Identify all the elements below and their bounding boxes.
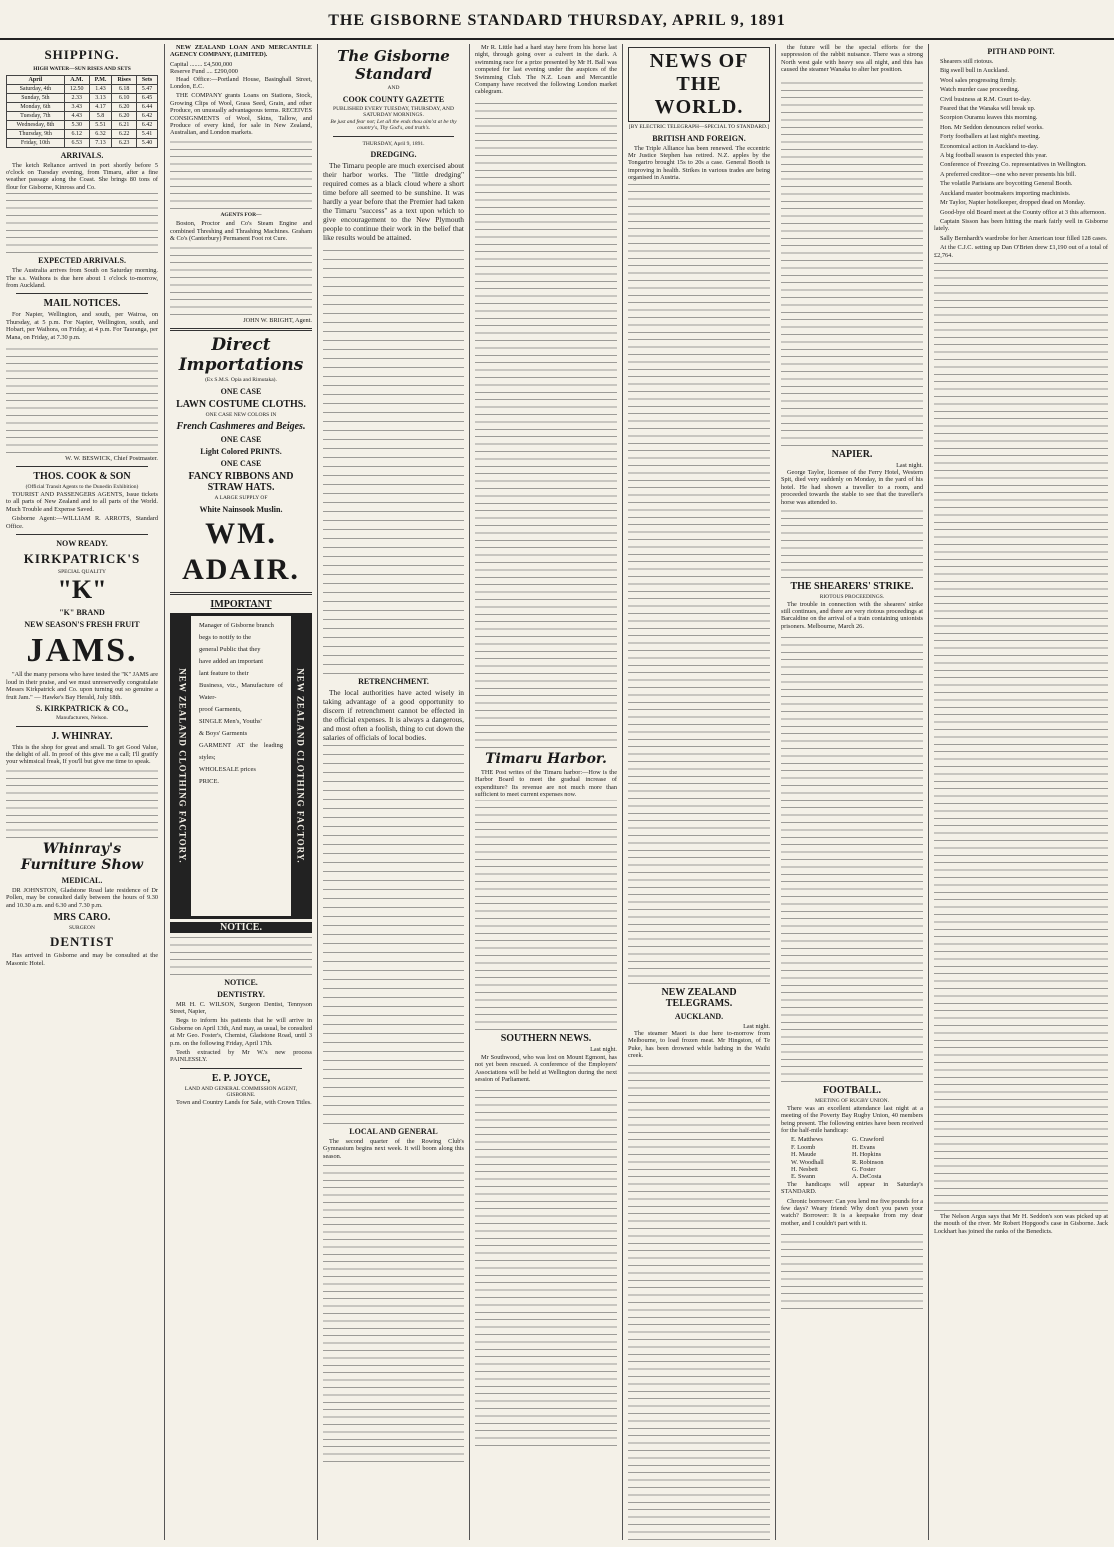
tide-table (6, 75, 158, 148)
wilson-text: Begs to inform his patients that he will arrive in Gisborne on April 13th, And may, as usual, be consulted at Mr Geo. Foster's, Chemist, Gladstone Road, until 3 p.m. on the following Friday, April 17th. (170, 1017, 312, 1047)
dateline: THURSDAY, April 9, 1891. (362, 140, 425, 147)
shearers-heading: THE SHEARERS' STRIKE. (790, 581, 914, 593)
player-name: G. Foster (852, 1165, 876, 1173)
retrenchment-text: The local authorities have acted wisely in taking advantage of a good opportunity to discern if retrenchment cannot be effected in the official expenses. It is always a dangerous, and most often a foolish, thing to cut down the salaries of officials of local bodies. (323, 688, 464, 742)
tide-cell: 5.40 (137, 138, 158, 147)
pith-item: Scorpion Ouramu leaves this morning. (940, 114, 1038, 122)
one-case-1: ONE CASE (220, 386, 262, 396)
direct-heading: Direct Importations (178, 335, 304, 375)
tide-cell: 6.53 (64, 138, 89, 147)
pith-item: Economical action in Auckland to-day. (940, 142, 1039, 150)
tide-cell: 6.42 (137, 120, 158, 129)
pith-heading: PITH AND POINT. (987, 47, 1055, 56)
cook-heading: THOS. COOK & SON (33, 471, 131, 483)
pith-item: Sally Bernhardt's wardrobe for her American tour filled 128 cases. (940, 234, 1108, 242)
cook-text: TOURIST AND PASSENGERS AGENTS, Issue tickets to all parts of New Zealand and to all parts of the World. Much Trouble and Expense Saved. (6, 490, 158, 513)
painlessly: Teeth extracted by Mr W.'s new process PAINLESSLY. (170, 1048, 312, 1064)
player-name: H. Nesbett (791, 1165, 818, 1173)
column-7 (934, 44, 1108, 1540)
mail-heading: MAIL NOTICES. (43, 298, 121, 310)
riotous-heading: RIOTOUS PROCEEDINGS. (819, 594, 885, 601)
tide-cell: 5.8 (89, 111, 112, 120)
text-filler (6, 193, 158, 253)
tide-cell: 6.42 (137, 111, 158, 120)
large-supply: A LARGE SUPPLY OF (214, 495, 268, 501)
tide-cell: 3.13 (89, 93, 112, 102)
k-brand: "K" BRAND (59, 608, 105, 618)
paper-name: The Gisborne Standard (337, 47, 450, 83)
loan-text: THE COMPANY grants Loans on Stations, Stock, Growing Clips of Wool, Grass Seed, Grain, and other Produce, on unusually advantageous terms. RECEIVES CONSIGNMENTS of Wool, Skins, Tallow, and Produce of every kind, for sale in New Zealand, Australian, and London markets. (170, 92, 312, 137)
tide-cell: 1.43 (89, 84, 112, 93)
factory-line: PRICE. (199, 777, 220, 785)
factory-line: WHOLESALE prices (199, 765, 256, 773)
wright-signoff: JOHN W. BRIGHT, Agent. (243, 316, 312, 324)
factory-line: Business, viz., Manufacture of Water- (199, 681, 283, 701)
column-4 (475, 44, 617, 1540)
column-5 (628, 44, 770, 1540)
reserve: Reserve Fund .... £290,000 (170, 68, 238, 76)
special-quality: SPECIAL QUALITY (58, 568, 106, 575)
nz-telegrams-heading: NEW ZEALAND TELEGRAMS. (661, 986, 737, 1009)
british-text: The Triple Alliance has been renewed. The eccentric Mr Justice Stephen has retired. N.Z. apples by the Tongariro brought 15s to 20s a case. General Booth is improving in health. Strikes in various trades are being organised in Austria. (628, 144, 770, 182)
pith-item: Good-bye old Board meet at the County office at 3 this afternoon. (940, 208, 1107, 216)
factory-line: general Public that they (199, 645, 261, 653)
tide-header: A.M. (64, 75, 89, 84)
caro-text: Has arrived in Gisborne and may be consulted at the Masonic Hotel. (6, 952, 158, 967)
muslin: White Nainsook Muslin. (199, 504, 283, 514)
k-brand-large: "K" (57, 575, 107, 605)
southern-sub: Last night. (590, 1046, 617, 1054)
pith-item: A preferred creditor—one who never presents his bill. (940, 170, 1077, 178)
whinray-heading: J. WHINRAY. (51, 730, 113, 742)
factory-line: lant feature to their (199, 669, 249, 677)
text-filler (781, 1229, 923, 1309)
new-colors: ONE CASE NEW COLORS IN (205, 411, 277, 418)
pith-item: The volatile Parisians are boycotting General Booth. (940, 180, 1073, 188)
tide-row (7, 111, 158, 120)
pith-item: Big swell bull in Auckland. (940, 67, 1010, 75)
now-ready: NOW READY. (56, 538, 108, 548)
tide-cell: 4.17 (89, 102, 112, 111)
prints: Light Colored PRINTS. (200, 447, 282, 456)
agents-heading: AGENTS FOR— (220, 211, 262, 218)
player-name: A. DeCosta (852, 1173, 882, 1181)
column-rule (469, 44, 470, 1540)
tide-cell: Friday, 10th (7, 138, 65, 147)
jams-quote: "All the many persons who have tested the "K" JAMS are loud in their praise, and we must unreservedly congratulate Messrs Kirkpatrick and Co. upon turning out so genuine a fruit Jam." — Hawke's Bay Herald, July 18th. (6, 671, 158, 701)
player-name: H. Maude (791, 1151, 817, 1159)
column-rule (622, 44, 623, 1540)
napier-text: George Taylor, licensee of the Ferry Hotel, Western Spit, died very suddenly on Monday, in the yard of his hotel. He had shown a traveller to a room, and proceeded towards the stable to see that the traveller's horse was attended to. (781, 469, 923, 506)
tide-cell: Monday, 6th (7, 102, 65, 111)
tide-cell: 6.20 (112, 102, 137, 111)
pith-item: Hon. Mr Seddon denounces relief works. (940, 123, 1044, 131)
tide-cell: 6.44 (137, 102, 158, 111)
johnston-text: DR JOHNSTON, Gladstone Road late residence of Dr Pollen, may be consulted daily between the hours of 9.30 and 10.30 a.m. and 6.30 and 7.30 p.m. (6, 886, 158, 909)
lawn-cloths: LAWN COSTUME CLOTHS. (176, 398, 306, 410)
player-name: E. Matthews (791, 1136, 823, 1144)
tide-cell: 2.33 (64, 93, 89, 102)
tide-cell: 6.45 (137, 93, 158, 102)
player-name: E. Swann (791, 1173, 816, 1181)
factory-side-right: NEW ZEALAND CLOTHING FACTORY. (295, 667, 306, 864)
tide-header: P.M. (89, 75, 112, 84)
kirkpatrick-heading: KIRKPATRICK'S (23, 550, 141, 566)
tide-cell: 6.21 (112, 120, 137, 129)
one-case-2: ONE CASE (220, 435, 262, 444)
tide-row (7, 84, 158, 93)
news-sub: [BY ELECTRIC TELEGRAPH—SPECIAL TO STANDARD.] (628, 124, 770, 130)
adair-heading: WM. ADAIR. (182, 516, 300, 586)
whinray-text: This is the shop for great and small. To get Good Value, the delight of all. In proof of this give me a call; I'll gratify your whimsical freak, If you'll but give me time to speak. (6, 743, 158, 766)
handicaps: The handicaps will appear in Saturday's STANDARD. (781, 1180, 923, 1196)
rugby-text: There was an excellent attendance last night at a meeting of the Poverty Bay Rugby Union, 40 members being present. The following entries have been received for the half-mile handicap: (781, 1104, 923, 1134)
column-rule (164, 44, 165, 1540)
joyce-sub: LAND AND GENERAL COMMISSION AGENT, GISBORNE. (184, 1085, 298, 1099)
tides-title: HIGH WATER—SUN RISES AND SETS (33, 66, 131, 72)
pith-items (934, 58, 1108, 259)
mail-text: For Napier, Wellington, and south, per Wairoa, on Thursday, at 5 p.m. For Napier, Wellington, south, and Hobart, per Waihora, on Friday, at 4 p.m. For Tauranga, per Mana, on Friday, at 7.30 p.m. (6, 311, 158, 341)
medical-heading: MEDICAL. (61, 875, 103, 885)
tide-row (7, 129, 158, 138)
text-filler (475, 98, 617, 748)
arrivals-text: The ketch Reliance arrived in port shortly before 5 o'clock on Tuesday evening, from Timaru, after a fine weather passage along the Coast. She brings 80 tons of flour for Gisborne, Kinross and Co. (6, 161, 158, 191)
football-heading: FOOTBALL. (822, 1085, 882, 1097)
text-filler (628, 1062, 770, 1540)
factory-line: & Boys' Garments (199, 729, 248, 737)
column-2 (170, 44, 312, 1540)
players-list (781, 1136, 923, 1180)
player-name: H. Evans (852, 1143, 876, 1151)
factory-ad (170, 613, 312, 919)
caro-heading: MRS CARO. (53, 911, 111, 923)
pith-item: Watch murder case proceeding. (940, 86, 1020, 94)
tide-cell: 6.20 (112, 111, 137, 120)
timaru-text: THE Post writes of the Timaru harbor:—How is the Harbor Board to meet the gradual increase of expenditure? Its revenue are not much more than sufficient to meet current expenses now. (475, 768, 617, 799)
pith-lower-text: The Nelson Argus says that Mr H. Seddon's son was picked up at the mouth of the river. Mr Robert Hopgood's case in Gisborne. Jack Lockhart has joined the ranks of the Benedicts. (934, 1212, 1108, 1235)
factory-line: GARMENT AT the leading styles; (199, 741, 283, 761)
factory-line: Manager of Gisborne branch (199, 621, 274, 629)
tide-cell: 6.10 (112, 93, 137, 102)
tide-cell: Wednesday, 8th (7, 120, 65, 129)
southern-text: Mr Southwood, who was lost on Mount Egmont, has not yet been rescued. A conference of the Employers' Associations will be held at Wellington during the next session of Parliament. (475, 1053, 617, 1084)
tide-cell: 6.23 (112, 138, 137, 147)
agents-text: Boston, Proctor and Co's Steam Engine and combined Threshing and Thrashing Machines. Graham & Co's (Canterbury) Permanent Foot rot Cure. (170, 220, 312, 243)
factory-line: SINGLE Men's, Youths' (199, 717, 262, 725)
direct-sub: (Ex S.M.S. Opia and Rimutaka). (205, 377, 277, 383)
chronic-text: Chronic borrower: Can you lend me five pounds for a few days? Weary friend: Why don't you pawn your watch? Borrower: It is a keepsake from my dear mother, and I couldn't part with it. (781, 1197, 923, 1227)
column-rule (775, 44, 776, 1540)
pith-item: Captain Sisson has been hitting the mark fairly well in Gisborne lately. (934, 217, 1108, 233)
auckland-text: The steamer Maori is due here to-morrow from Melbourne, to load frozen meat. Mr Hingston, of Te Puke, has been drowned while bathing in the Waihi creek. (628, 1029, 770, 1060)
paper-and: AND (387, 85, 400, 91)
factory-side-left: NEW ZEALAND CLOTHING FACTORY. (177, 667, 188, 864)
wilson-heading: MR H. C. WILSON, Surgeon Dentist, Tennyson Street, Napier, (170, 1000, 312, 1015)
tide-cell: 6.18 (112, 84, 137, 93)
pith-item: Mr Taylor, Napier hotelkeeper, dropped dead on Monday. (940, 199, 1086, 207)
tide-header: Rises (112, 75, 137, 84)
local-heading: LOCAL AND GENERAL (349, 1127, 438, 1136)
head-office: Head Office:—Portland House, Basinghall Street, London, E.C. (170, 75, 312, 91)
dredging-text: The Timaru people are much exercised about their harbor works. The "little dredging" required comes as a black cloud where a short time before all seemed to be sunshine. It was hardly a year before that the Premier had taken the Timaru "success" as a text upon which to give encouragement to the New Plymouth people to continue their work in the belief that like results would be attained. (323, 161, 464, 242)
text-filler (170, 935, 312, 975)
pith-item: Auckland master bootmakers importing machinists. (940, 189, 1071, 197)
dentistry-heading: DENTISTRY. (217, 989, 265, 999)
local-text: The second quarter of the Rowing Club's Gymnasium begins next week. It will boom along this season. (323, 1138, 464, 1160)
tide-header: April (7, 75, 65, 84)
surgeon-label: SURGEON (69, 924, 95, 931)
tide-cell: 5.51 (89, 120, 112, 129)
tide-header: Sets (137, 75, 158, 84)
player-name: G. Crawford (852, 1136, 884, 1144)
factory-lines (195, 616, 287, 916)
joyce-text: Town and Country Lands for Sale, with Crown Titles. (176, 1098, 312, 1106)
column-1 (6, 44, 158, 1540)
mail-signoff: W. W. BESWICK, Chief Postmaster. (65, 454, 158, 462)
tide-cell: 6.22 (112, 129, 137, 138)
tide-cell: 6.32 (89, 129, 112, 138)
furniture-show: Whinray's Furniture Show (20, 840, 144, 873)
text-filler (6, 343, 158, 453)
dredging-heading: DREDGING. (370, 150, 417, 159)
napier-heading: NAPIER. (831, 448, 873, 460)
dentist-label: DENTIST (49, 934, 115, 950)
southern-heading: SOUTHERN NEWS. (500, 1033, 592, 1045)
tide-cell: 3.43 (64, 102, 89, 111)
motto: Be just and fear not; Let all the ends thou aim'st at be thy country's, Thy God's, and truth's. (330, 118, 457, 131)
factory-line: proof Garments, (199, 705, 242, 713)
kirkpatrick-co: S. KIRKPATRICK & CO., (35, 704, 129, 714)
text-filler (475, 1086, 617, 1446)
tide-cell: 7.13 (89, 138, 112, 147)
notice-banner: NOTICE. (170, 922, 312, 933)
french-cashmeres: French Cashmeres and Beiges. (176, 421, 306, 432)
ribbons: FANCY RIBBONS AND STRAW HATS. (188, 471, 294, 493)
text-filler (781, 508, 923, 578)
pith-item: Civil business at R.M. Court to-day. (940, 95, 1031, 103)
player-name: F. Loomb (791, 1143, 816, 1151)
british-heading: BRITISH AND FOREIGN. (652, 133, 746, 143)
player-name: W. Woodhall (791, 1158, 824, 1166)
retrenchment-heading: RETRENCHMENT. (358, 677, 429, 686)
text-filler (628, 184, 770, 984)
text-filler (323, 244, 464, 674)
tide-cell: Thursday, 9th (7, 129, 65, 138)
text-filler (6, 768, 158, 838)
column-rule (928, 44, 929, 1540)
pith-item: Feared that the Wanaka will break up. (940, 105, 1036, 113)
cook-agent: Gisborne Agent:—WILLIAM R. ARROTS, Standard Office. (6, 515, 158, 530)
arrivals-heading: ARRIVALS. (60, 150, 104, 160)
pith-item: Conference of Freezing Co. representatives in Wellington. (940, 161, 1087, 169)
masthead (0, 0, 1114, 40)
expected-heading: EXPECTED ARRIVALS. (38, 256, 126, 266)
pith-item: Wool sales progressing firmly. (940, 76, 1017, 84)
timaru-heading: Timaru Harbor. (485, 750, 607, 767)
notice-heading: NOTICE. (224, 977, 258, 987)
tide-row (7, 102, 158, 111)
tide-cell: 5.30 (64, 120, 89, 129)
text-filler (323, 744, 464, 1124)
auckland-heading: AUCKLAND. (674, 1011, 724, 1021)
shearers-text: The trouble in connection with the shearers' strike still continues, and there are very riotous proceedings at Barcaldine on the arrival of a train containing unionists prisoners. Melbourne, March 26. (781, 600, 923, 630)
text-filler (475, 800, 617, 1030)
joyce-heading: E. P. JOYCE, (211, 1072, 271, 1084)
column-3 (323, 44, 464, 1540)
jams-heading: JAMS. (26, 632, 138, 670)
tide-cell: Tuesday, 7th (7, 111, 65, 120)
tide-cell: 5.47 (137, 84, 158, 93)
text-filler (323, 1162, 464, 1462)
tide-cell: 5.41 (137, 129, 158, 138)
column-rule (317, 44, 318, 1540)
player-name: H. Hopkins (852, 1151, 882, 1159)
cook-gazette: COOK COUNTY GAZETTE (342, 94, 445, 104)
col4-filler: Mr R. Little had a hard stay here from his horse last night, through going over a culvert in the dark. A swimming race for a prize presented by Mr H. Ball was competed for last evening under the auspices of the Swimming Club. The N.Z. Loan and Mercantile Company have received the following London market cablegram. (475, 44, 617, 96)
tide-cell: 4.43 (64, 111, 89, 120)
player-name: R. Robinson (852, 1158, 884, 1166)
one-case-3: ONE CASE (220, 459, 262, 468)
tide-row (7, 138, 158, 147)
text-filler (170, 139, 312, 209)
pith-item: Shearers still riotous. (940, 58, 994, 65)
napier-sub: Last night. (896, 461, 923, 469)
nz-loan-heading: NEW ZEALAND LOAN AND MERCANTILE AGENCY COMPANY, (LIMITED). (170, 44, 312, 59)
shipping-heading: SHIPPING. (44, 47, 120, 62)
text-filler (781, 632, 923, 1082)
tide-cell: 12.50 (64, 84, 89, 93)
manufacturers: Manufacturers, Nelson. (56, 715, 108, 722)
text-filler (170, 245, 312, 315)
tide-row (7, 120, 158, 129)
text-filler (934, 261, 1108, 1211)
text-filler (781, 76, 923, 446)
rugby-heading: MEETING OF RUGBY UNION. (814, 1098, 890, 1105)
factory-line: have added an important (199, 657, 264, 665)
published: PUBLISHED EVERY TUESDAY, THURSDAY, AND SATURDAY MORNINGS. (333, 105, 454, 118)
expected-text: The Australia arrives from South on Saturday morning. The s.s. Waihora is due here about 1 o'clock to-morrow, from Auckland. (6, 267, 158, 289)
factory-line: begs to notify to the (199, 633, 251, 641)
pith-item: Forty footballers at last night's meeting. (940, 133, 1041, 141)
new-season: NEW SEASON'S FRESH FRUIT (24, 620, 140, 630)
important-heading: IMPORTANT (210, 598, 272, 610)
pith-item: A big football season is expected this year. (940, 152, 1048, 160)
pith-item: At the C.J.C. setting up Dan O'Brien drew £1,190 out of a total of £2,764. (934, 244, 1108, 259)
column-6 (781, 44, 923, 1540)
tide-cell: Sunday, 5th (7, 93, 65, 102)
col6-filler: the future will be the special efforts for the suppression of the rabbit nuisance. There was a strong North west gale with heavy sea all night, and this has caused the steamer Wanaka to alter her position. (781, 44, 923, 74)
masthead-title: THE GISBORNE STANDARD THURSDAY, APRIL 9, 1891 (328, 12, 786, 29)
cook-sub: (Official Transit Agents to the Dunedin Exhibition) (25, 484, 139, 491)
news-title: NEWS OF THE WORLD. (628, 47, 770, 122)
capital: Capital ........ £4,500,000 (170, 60, 233, 68)
tide-cell: 6.12 (64, 129, 89, 138)
auckland-sub: Last night. (743, 1022, 770, 1030)
tide-cell: Saturday, 4th (7, 84, 65, 93)
tide-row (7, 93, 158, 102)
